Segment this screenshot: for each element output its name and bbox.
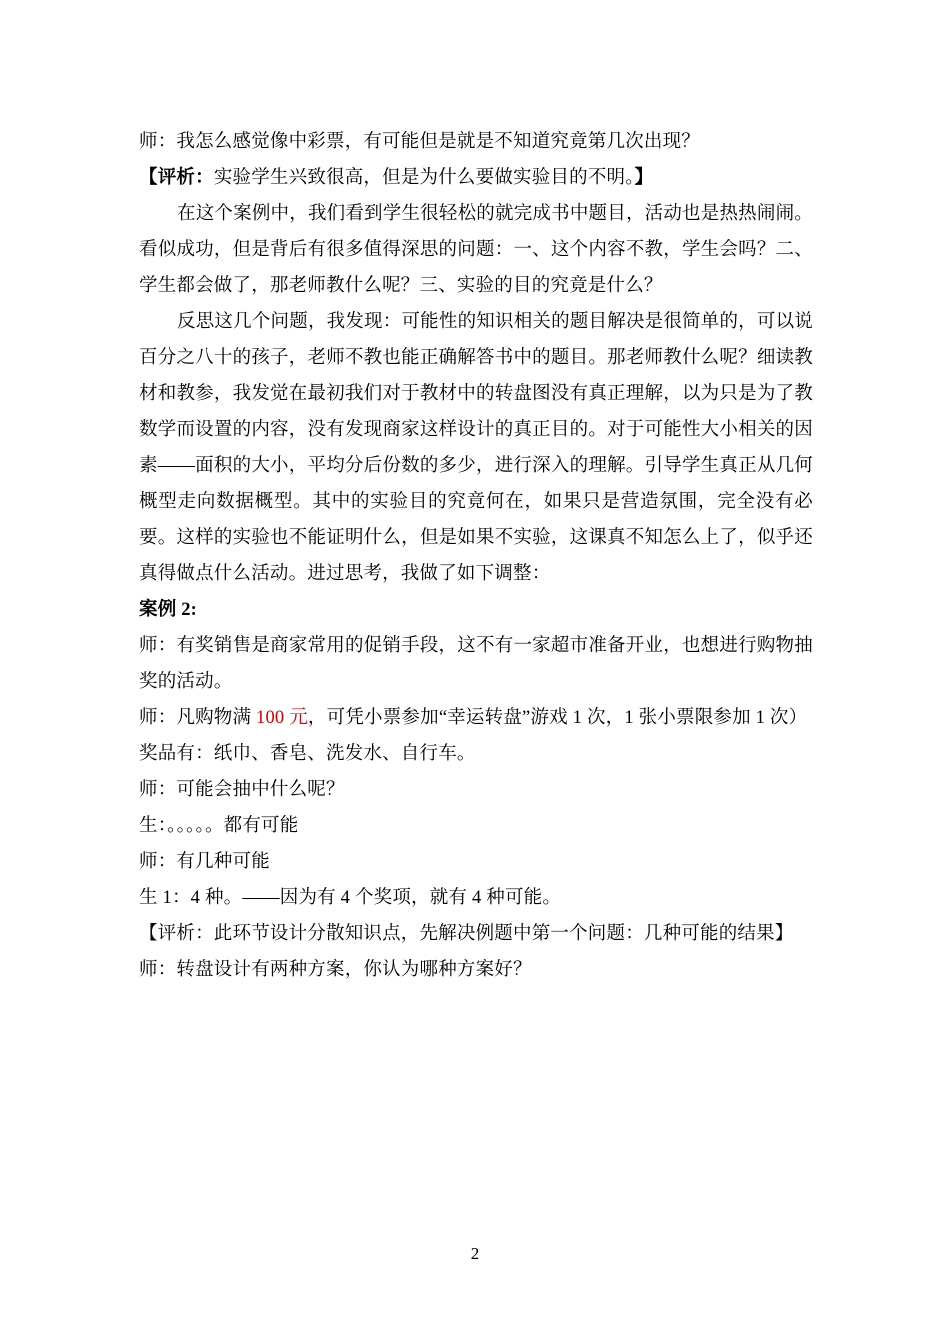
text-segment: 】 (634, 168, 654, 188)
dialog-teacher-promotion-intro (139, 628, 813, 700)
text-segment: 实验学生兴致很高，但是为什么要做实验目的不明。 (213, 168, 635, 188)
highlighted-text: 100 元 (256, 708, 308, 728)
dialog-student-all-possible (139, 808, 813, 844)
text-segment: 在这个案例中，我们看到学生很轻松的就完成书中题目，活动也是热热闹闹。看似成功，但是背后有很多值得深思的问题：一、这个内容不教，学生会吗？二、学生都会做了，那老师教什么呢？三、实验的目的究竟是什么？ (139, 204, 813, 296)
comment-knowledge-points-dispersed (139, 916, 813, 952)
text-segment: ，可凭小票参加“幸运转盘”游戏 1 次，1 张小票限参加 1 次） (307, 708, 808, 728)
heading-case-2 (139, 592, 813, 628)
text-segment: 师：可能会抽中什么呢？ (139, 780, 345, 800)
text-segment: 生：。。。。。都有可能 (139, 816, 299, 836)
page-footer (0, 1243, 950, 1265)
dialog-student1-four-kinds (139, 880, 813, 916)
dialog-teacher-two-wheel-plans (139, 952, 813, 988)
text-segment: 【评析： (139, 168, 214, 188)
document-body (139, 124, 813, 988)
text-segment: 师：我怎么感觉像中彩票，有可能但是就是不知道究竟第几次出现？ (139, 132, 701, 152)
line-prize-list (139, 736, 813, 772)
paragraph-reflection-analysis (139, 304, 813, 592)
page-number: 2 (470, 1244, 480, 1263)
text-segment: 师：转盘设计有两种方案，你认为哪种方案好？ (139, 960, 532, 980)
text-segment: 反思这几个问题，我发现：可能性的知识相关的题目解决是很简单的，可以说百分之八十的孩子，老师不教也能正确解答书中的题目。那老师教什么呢？细读教材和教参，我发觉在最初我们对于教材中的转盘图没有真正理解，以为只是为了教数学而设置的内容，没有发现商家这样设计的真正目的。对于可能性大小相关的因素——面积的大小，平均分后份数的多少，进行深入的理解。引导学生真正从几何概型走向数据概型。其中的实验目的究竟何在，如果只是营造氛围，完全没有必要。这样的实验也不能证明什么，但是如果不实验，这课真不知怎么上了，似乎还真得做点什么活动。进过思考，我做了如下调整： (139, 312, 813, 584)
dialog-teacher-lucky-wheel-rule (139, 700, 813, 736)
text-segment: 案例 2: (139, 600, 198, 620)
text-segment: 师：有奖销售是商家常用的促销手段，这不有一家超市准备开业，也想进行购物抽奖的活动。 (139, 636, 813, 692)
text-segment: 奖品有：纸巾、香皂、洗发水、自行车。 (139, 744, 476, 764)
paragraph-case-reflection-questions (139, 196, 813, 304)
text-segment: 【评析：此环节设计分散知识点，先解决例题中第一个问题：几种可能的结果】 (139, 924, 794, 944)
dialog-teacher-how-many-possibilities (139, 844, 813, 880)
text-segment: 师：有几种可能 (139, 852, 270, 872)
text-segment: 生 1：4 种。——因为有 4 个奖项，就有 4 种可能。 (139, 888, 562, 908)
comment-experiment-purpose-unclear (139, 160, 813, 196)
text-segment: 师：凡购物满 (139, 708, 257, 728)
dialog-teacher-what-might-win (139, 772, 813, 808)
dialog-teacher-lottery-feeling (139, 124, 813, 160)
